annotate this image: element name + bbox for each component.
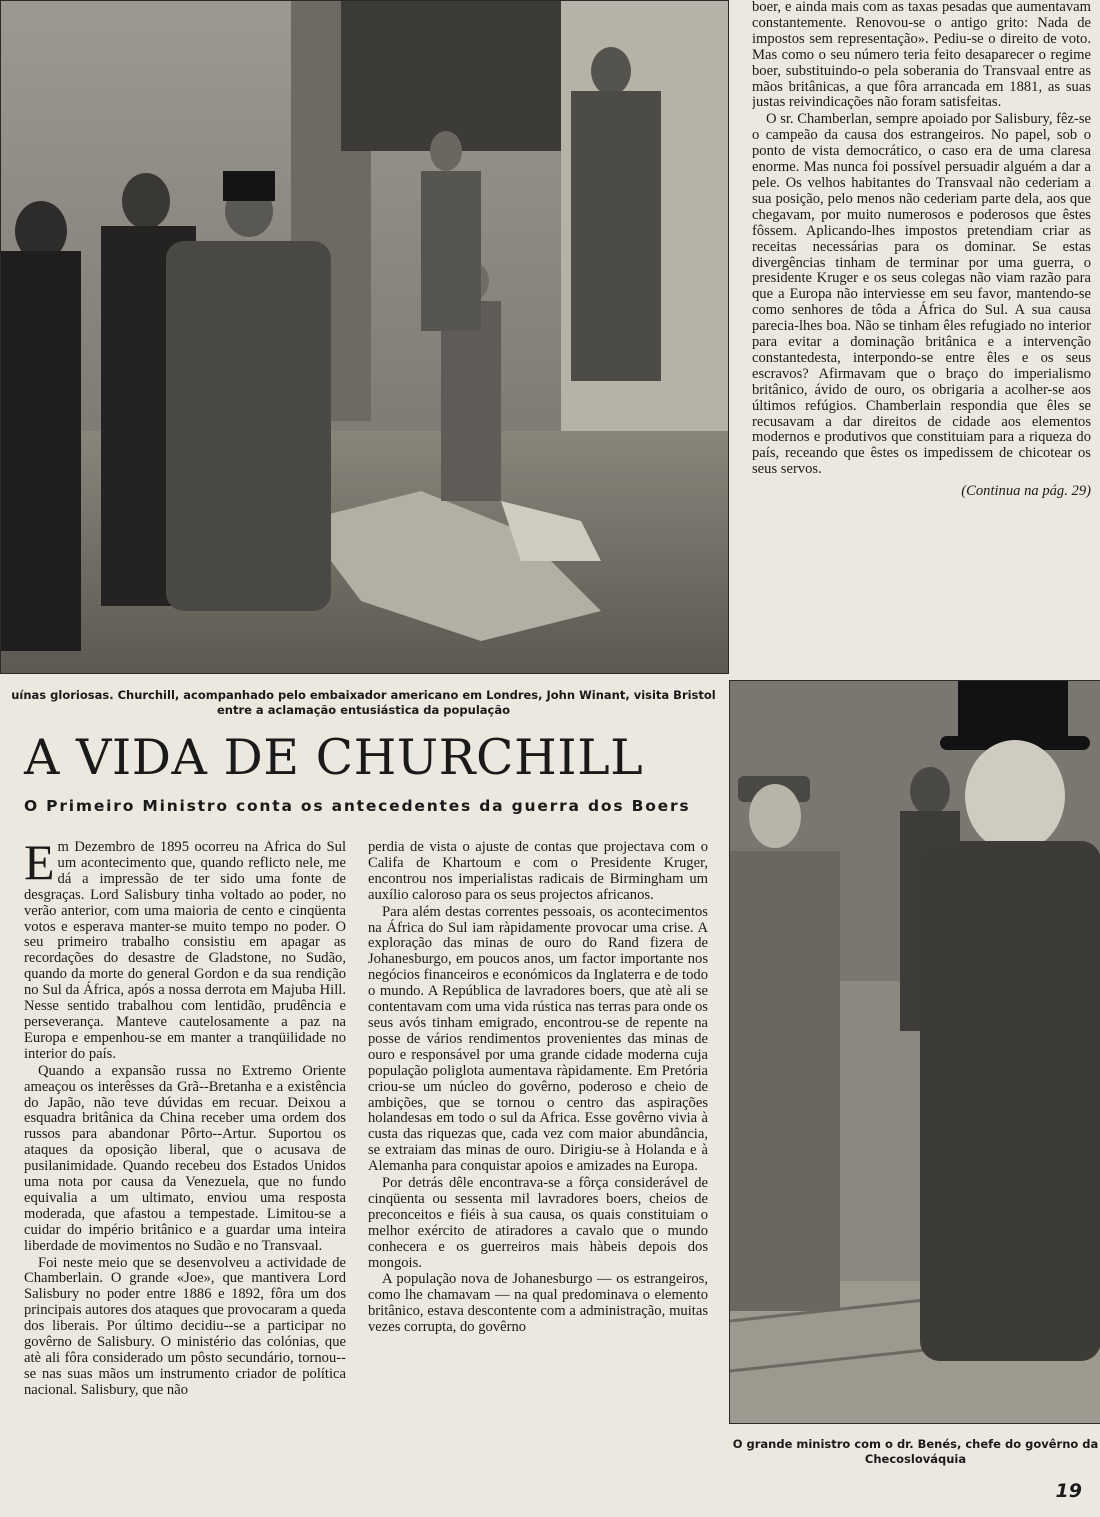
page-number: 19 — [1055, 1480, 1082, 1502]
photo-caption-top: uínas gloriosas. Churchill, acompanhado pelo embaixador americano em Londres, John Winant, visita Bristol entre a aclamação entusiástica da população — [11, 688, 716, 717]
photo-illustration — [730, 681, 1100, 1423]
paragraph — [24, 840, 346, 1063]
photo-caption-right: O grande ministro com o dr. Benés, chefe do govêrno da Checoslováquia — [732, 1437, 1099, 1466]
article-column-middle — [368, 840, 708, 1517]
photo-churchill-benes — [729, 680, 1100, 1424]
paragraph: O sr. Chamberlan, sempre apoiado por Salisbury, fêz-se o campeão da causa dos estrangeiros. No papel, sob o ponto de vista democrático, o caso era de uma claresa enorme. Mas nunca foi possível persuadir alguém a dar a pele. Os velhos habitantes do Transvaal não cederiam a sua posição, pelo menos não cederiam parte dela, aos que chegavam, por muito numerosos e poderosos que êstes fôssem. Aplicando-lhes impostos pretendiam criar as receitas necessárias para os dominar. Se estas divergências tinham de terminar por uma guerra, o presidente Kruger e os seus colegas não viam razão para que a Europa não interviesse em seu favor, mantendo-se como senhores de tôda a África do Sul. A sua causa parecia-lhes boa. Não se tinham êles refugiado no interior para evitar a dominação britânica e a intervenção constantedesta, interpondo-se entre êles e os seus escravos? Afirmavam que o braço do imperialismo britânico, ávido de ouro, os obrigaria a acolher-se aos últimos refúgios. Chamberlain respondia que êles se recusavam a dar direitos de cidade aos elementos modernos e produtivos que constituiam para a riqueza do país, receando que êstes os impedissem de chicotear os seus servos. — [752, 111, 1091, 478]
photo-churchill-bristol — [0, 0, 729, 674]
continue-note: (Continua na pág. 29) — [961, 483, 1091, 500]
photo-illustration — [1, 1, 728, 673]
headline: A VIDA DE CHURCHILL — [24, 729, 644, 786]
paragraph: Foi neste meio que se desenvolveu a actividade de Chamberlain. O grande «Joe», que mantivera Lord Salisbury no poder entre 1886 e 1892, fôra um dos principais autores dos ataques que provocaram a queda dos liberais. Por último decidiu--se a participar no govêrno de Salisbury. O ministério das colónias, que atè ali fôra considerado um pôsto secundário, tornou--se nas suas mãos um instrumento criador de política nacional. Salisbury, que não — [24, 1254, 346, 1398]
subheadline: O Primeiro Ministro conta os antecedentes da guerra dos Boers — [24, 797, 691, 815]
paragraph: boer, e ainda mais com as taxas pesadas que aumentavam constantemente. Renovou-se o antigo grito: Nada de impostos sem representação». Pediu-se o direito de voto. Mas como o seu número teria feito desaparecer o regime boer, substituindo-o pela soberania do Transvaal entre as mãos britânicas, a que fôra arrancada em 1881, as suas justas reivindicações não foram satisfeitas. — [752, 0, 1091, 111]
paragraph: perdia de vista o ajuste de contas que projectava com o Califa de Khartoum e com o Presidente Kruger, encontrou nos imperialistas radicais de Birmingham um auxílio caloroso para os seus projectos africanos. — [368, 840, 708, 903]
drop-cap: E — [24, 840, 55, 890]
article-column-left — [24, 840, 346, 1517]
article-column-right — [752, 0, 1091, 660]
paragraph: Por detrás dêle encontrava-se a fôrça considerável de cinqüenta ou sessenta mil lavradores boers, cheios de preconceitos e fiéis à sua causa, os quais constituiam o melhor exército de atiradores a cavalo que o mundo conhecera e os guerreiros mais hàbeis depois dos mongois. — [368, 1175, 708, 1271]
paragraph: Para além destas correntes pessoais, os acontecimentos na África do Sul iam ràpidamente provocar uma crise. A exploração das minas de ouro do Rand fizera de Johanesburgo, em poucos anos, um factor importante nos negócios financeiros e económicos da Inglaterra e de todo o mundo. A República de lavradores boers, que atè ali se contentavam com uma vida rústica nas terras para onde os seus avós tinham emigrado, encontrou-se de repente na posse de vários rendimentos provenientes das minas de ouro e responsável por uma grande cidade moderna cuja população poliglota aumentava ràpidamente. Em Pretória criou-se um núcleo do govêrno, poderoso e cheio de ambições, que se tornou o centro das aspirações holandesas em todo o sul da Africa. Esse govêrno vivia à custa das riquezas que, cada vez com maior abundância, se extraiam das minas de ouro. Dirigiu-se à Holanda e à Alemanha para conquistar apoios e amizades na Europa. — [368, 903, 708, 1175]
paragraph: Quando a expansão russa no Extremo Oriente ameaçou os interêsses da Grã--Bretanha e a existência do Japão, não teve dúvidas em recuar. Deixou a esquadra britânica da China receber uma ordem dos russos para abandonar Pôrto--Artur. Suportou os ataques da oposição liberal, que o acusava de pusilanimidade. Quando recebeu dos Estados Unidos uma nota por causa da Venezuela, que no fundo equivalia a um ultimato, enviou uma resposta moderada, que afastou a tempestade. Limitou-se a cuidar do império britânico e a guardar uma inteira liberdade de movimentos no Sudão e no Transvaal. — [24, 1062, 346, 1254]
paragraph: A população nova de Johanesburgo — os estrangeiros, como lhe chamavam — na qual predominava o elemento britânico, estava descontente com a administração, muitas vezes corrupta, do govêrno — [368, 1271, 708, 1336]
paragraph-text: m Dezembro de 1895 ocorreu na África do Sul um acontecimento que, quando reflicto nele, me dá a impressão de ter sido uma fonte de desgraças. Lord Salisbury tinha voltado ao poder, no verão anterior, com uma maioria de cento e cinqüenta votos e esperava manter-se muito tempo no poder. O seu primeiro trabalho consistiu em apagar as recordações do desastre de Gladstone, no Sudão, quando da morte do general Gordon e da sua rendição no Sul da África, após a nossa derrota em Majuba Hill. Nesse sentido trabalhou com lentidão, prudência e perseverança. Manteve cautelosamente a paz na Europa e empenhou-se em manter a tranqüilidade no interior do país. — [24, 840, 346, 1062]
